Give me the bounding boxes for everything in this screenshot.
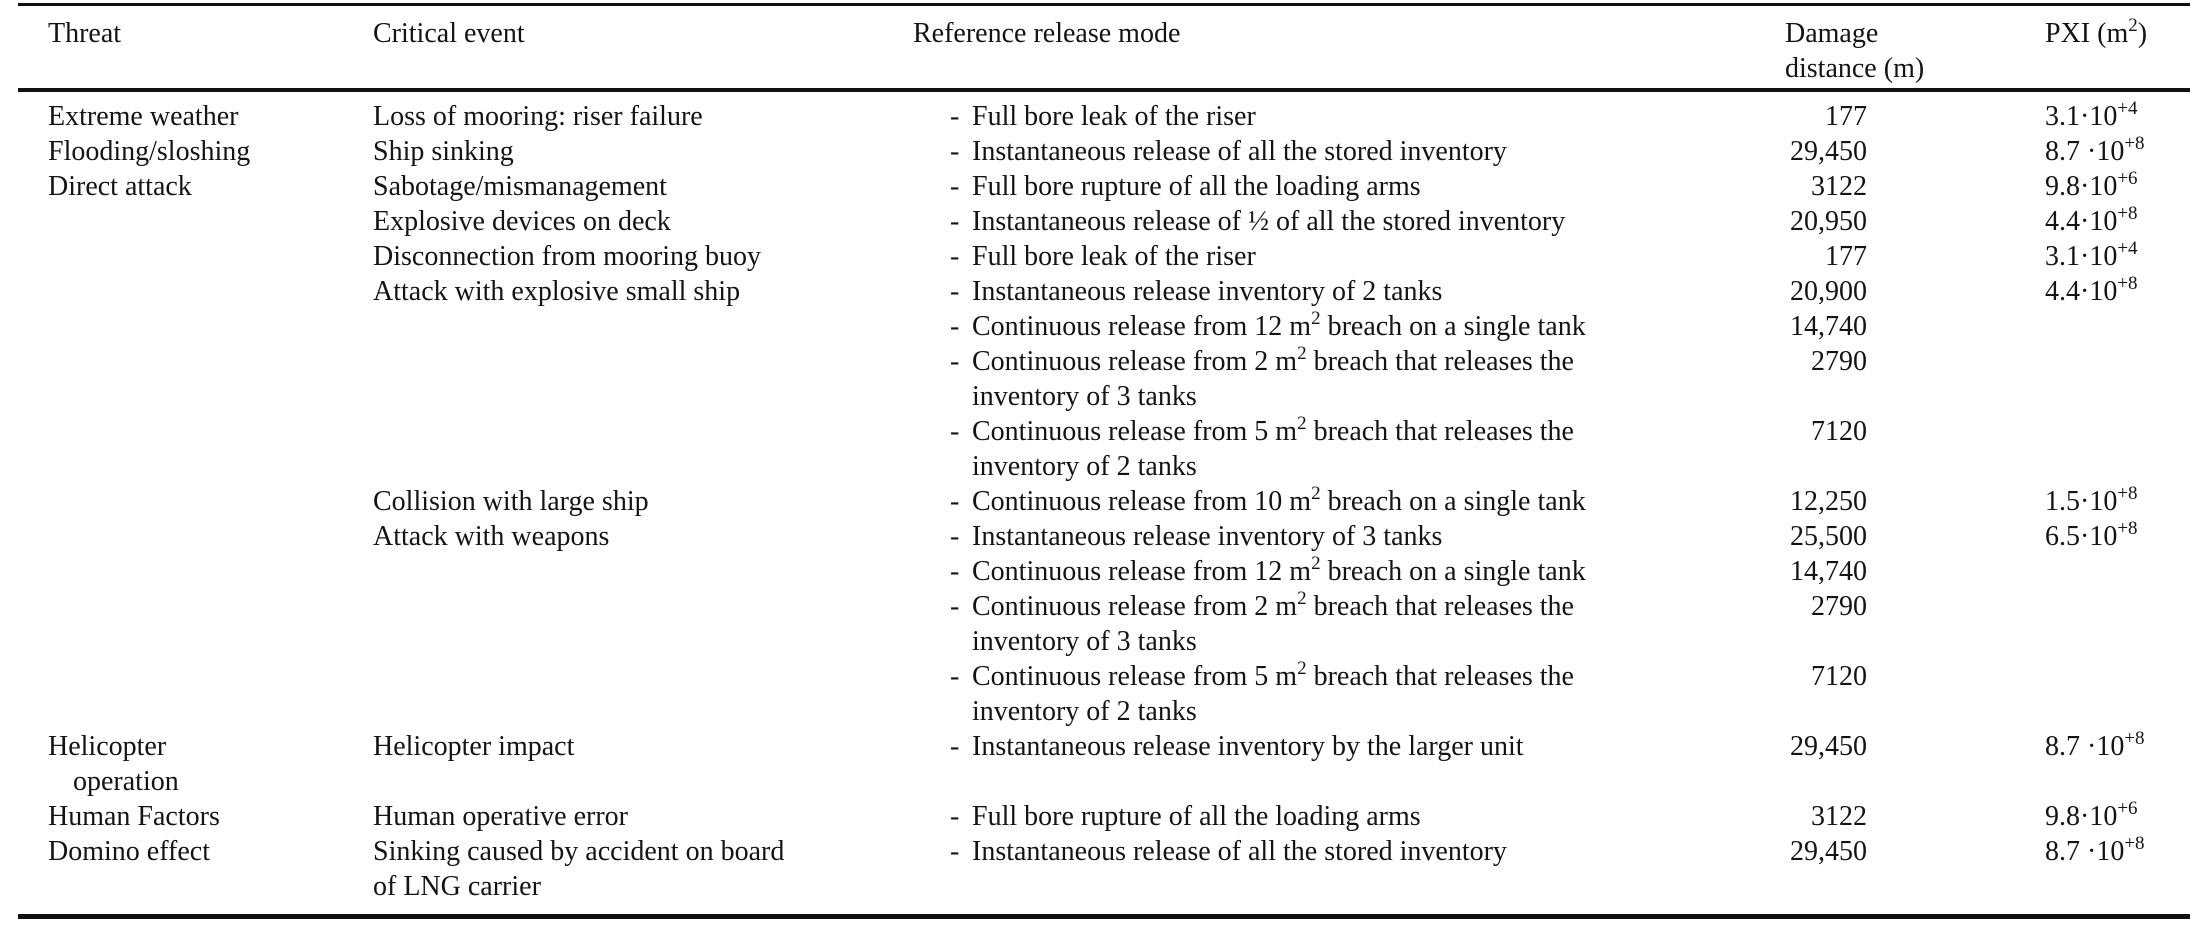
table-row bbox=[18, 90, 2190, 134]
release-mode-cell bbox=[913, 204, 1785, 239]
column-header-reference-release-mode bbox=[913, 5, 1785, 91]
critical-event-cell bbox=[373, 204, 913, 239]
release-mode-label bbox=[972, 834, 1507, 869]
list-dash: - bbox=[950, 591, 960, 622]
threat-label: Direct attack bbox=[48, 171, 192, 202]
threat-cell bbox=[18, 589, 373, 659]
critical-event-cell bbox=[373, 484, 913, 519]
release-mode-text: Instantaneous release of all the stored inventory bbox=[972, 836, 1507, 867]
release-mode-text: Full bore rupture of all the loading arms bbox=[972, 801, 1421, 832]
column-header-reference-release-mode-label: Reference release mode bbox=[913, 18, 1181, 49]
square-meter-superscript: 2 bbox=[1311, 553, 1321, 574]
release-mode-text: Full bore leak of the riser bbox=[972, 241, 1256, 272]
pxi-cell bbox=[1875, 274, 2190, 309]
damage-distance-cell bbox=[1785, 274, 1875, 309]
critical-event-label: Sinking caused by accident on board of LNG carrier bbox=[373, 836, 785, 902]
damage-distance-cell bbox=[1785, 90, 1875, 134]
critical-event-label: Helicopter impact bbox=[373, 731, 575, 762]
square-meter-superscript: 2 bbox=[1311, 483, 1321, 504]
pxi-value-base: 9.8·10 bbox=[2045, 171, 2118, 202]
pxi-cell bbox=[1875, 799, 2190, 834]
damage-distance-cell bbox=[1785, 554, 1875, 589]
release-mode-cell bbox=[913, 90, 1785, 134]
damage-distance-value: 20,900 bbox=[1790, 276, 1867, 307]
list-dash: - bbox=[950, 661, 960, 692]
release-mode-text: Full bore rupture of all the loading arms bbox=[972, 171, 1421, 202]
threat-cell bbox=[18, 274, 373, 309]
release-mode-cell bbox=[913, 274, 1785, 309]
release-mode-label bbox=[972, 169, 1421, 204]
pxi-value-base: 4.4·10 bbox=[2045, 206, 2118, 237]
release-mode-line bbox=[913, 99, 1785, 134]
list-dash: - bbox=[950, 521, 960, 552]
pxi-cell bbox=[1875, 309, 2190, 344]
pxi-exponent: +4 bbox=[2117, 238, 2138, 259]
release-mode-cell bbox=[913, 519, 1785, 554]
damage-distance-value: 2790 bbox=[1811, 591, 1867, 622]
damage-distance-cell bbox=[1785, 729, 1875, 799]
release-mode-text: Continuous release from 5 m bbox=[972, 661, 1298, 692]
critical-event-label: Human operative error bbox=[373, 801, 628, 832]
column-header-threat-label: Threat bbox=[48, 18, 122, 49]
critical-event-cell bbox=[373, 134, 913, 169]
release-mode-text-tail: breach that releases the inventory of 2 tanks bbox=[972, 661, 1574, 727]
damage-distance-cell bbox=[1785, 309, 1875, 344]
release-mode-cell bbox=[913, 834, 1785, 917]
table-row bbox=[18, 169, 2190, 204]
critical-event-cell bbox=[373, 519, 913, 554]
pxi-value-base: 3.1·10 bbox=[2045, 241, 2118, 272]
threat-cell bbox=[18, 239, 373, 274]
release-mode-text: Continuous release from 12 m bbox=[972, 556, 1312, 587]
damage-distance-cell bbox=[1785, 484, 1875, 519]
threat-label: Helicopter operation bbox=[48, 731, 179, 797]
damage-distance-value: 20,950 bbox=[1790, 206, 1867, 237]
release-mode-label bbox=[972, 554, 1586, 589]
release-mode-line bbox=[913, 169, 1785, 204]
damage-distance-cell bbox=[1785, 799, 1875, 834]
critical-event-label: Disconnection from mooring buoy bbox=[373, 241, 762, 272]
release-mode-text-tail: breach on a single tank bbox=[1320, 311, 1586, 342]
critical-event-cell bbox=[373, 169, 913, 204]
critical-event-label: Loss of mooring: riser failure bbox=[373, 101, 703, 132]
table-body bbox=[18, 90, 2190, 917]
pxi-value-base: 8.7 ·10 bbox=[2045, 136, 2125, 167]
damage-distance-value: 3122 bbox=[1811, 801, 1867, 832]
threat-cell bbox=[18, 309, 373, 344]
release-mode-text-tail: breach on a single tank bbox=[1320, 556, 1586, 587]
threat-cell bbox=[18, 204, 373, 239]
release-mode-line bbox=[913, 204, 1785, 239]
damage-distance-cell bbox=[1785, 659, 1875, 729]
threat-label: Human Factors bbox=[48, 801, 220, 832]
release-mode-cell bbox=[913, 169, 1785, 204]
release-mode-line bbox=[913, 589, 1785, 659]
critical-event-label: Explosive devices on deck bbox=[373, 206, 671, 237]
release-mode-text: Continuous release from 10 m bbox=[972, 486, 1312, 517]
pxi-value-base: 9.8·10 bbox=[2045, 801, 2118, 832]
pxi-value-base: 3.1·10 bbox=[2045, 101, 2118, 132]
square-meter-superscript: 2 bbox=[1311, 308, 1321, 329]
list-dash: - bbox=[950, 486, 960, 517]
release-mode-text: Instantaneous release of ½ of all the stored inventory bbox=[972, 206, 1566, 237]
damage-distance-value: 14,740 bbox=[1790, 556, 1867, 587]
table-row bbox=[18, 834, 2190, 917]
pxi-exponent: +8 bbox=[2117, 518, 2138, 539]
release-mode-label bbox=[972, 799, 1421, 834]
table-header-row bbox=[18, 5, 2190, 91]
pxi-cell bbox=[1875, 90, 2190, 134]
pxi-exponent: +8 bbox=[2124, 133, 2145, 154]
square-meter-superscript: 2 bbox=[1297, 343, 1307, 364]
release-mode-cell bbox=[913, 799, 1785, 834]
damage-distance-cell bbox=[1785, 414, 1875, 484]
threat-label: Flooding/sloshing bbox=[48, 136, 251, 167]
release-mode-cell bbox=[913, 309, 1785, 344]
pxi-cell bbox=[1875, 659, 2190, 729]
table-row bbox=[18, 554, 2190, 589]
square-meter-superscript: 2 bbox=[1297, 413, 1307, 434]
release-mode-line bbox=[913, 484, 1785, 519]
release-mode-line bbox=[913, 274, 1785, 309]
damage-distance-cell bbox=[1785, 519, 1875, 554]
damage-distance-value: 2790 bbox=[1811, 346, 1867, 377]
table-row bbox=[18, 239, 2190, 274]
release-mode-label bbox=[972, 134, 1507, 169]
release-mode-line bbox=[913, 834, 1785, 869]
critical-event-label: Collision with large ship bbox=[373, 486, 649, 517]
release-mode-line bbox=[913, 414, 1785, 484]
release-mode-label bbox=[972, 274, 1442, 309]
table-row bbox=[18, 729, 2190, 799]
damage-distance-cell bbox=[1785, 204, 1875, 239]
critical-event-cell bbox=[373, 729, 913, 799]
release-mode-line bbox=[913, 344, 1785, 414]
table-row bbox=[18, 799, 2190, 834]
list-dash: - bbox=[950, 171, 960, 202]
pxi-exponent: +8 bbox=[2117, 203, 2138, 224]
release-mode-text: Full bore leak of the riser bbox=[972, 101, 1256, 132]
threat-cell bbox=[18, 484, 373, 519]
release-mode-text: Continuous release from 5 m bbox=[972, 416, 1298, 447]
table-row bbox=[18, 344, 2190, 414]
release-mode-label bbox=[972, 659, 1672, 729]
critical-event-cell bbox=[373, 414, 913, 484]
pxi-exponent: +8 bbox=[2117, 483, 2138, 504]
table-row bbox=[18, 134, 2190, 169]
damage-distance-value: 177 bbox=[1825, 101, 1867, 132]
table-row bbox=[18, 484, 2190, 519]
release-mode-cell bbox=[913, 134, 1785, 169]
pxi-value-base: 6.5·10 bbox=[2045, 521, 2118, 552]
pxi-value-base: 1.5·10 bbox=[2045, 486, 2118, 517]
threat-cell bbox=[18, 134, 373, 169]
release-mode-text-tail: breach that releases the inventory of 3 tanks bbox=[972, 346, 1574, 412]
pxi-cell bbox=[1875, 834, 2190, 917]
table-row bbox=[18, 414, 2190, 484]
critical-event-cell bbox=[373, 554, 913, 589]
release-mode-text-tail: breach that releases the inventory of 3 tanks bbox=[972, 591, 1574, 657]
release-mode-line bbox=[913, 729, 1785, 764]
table-row bbox=[18, 274, 2190, 309]
release-mode-label bbox=[972, 204, 1565, 239]
critical-event-cell bbox=[373, 90, 913, 134]
critical-event-cell bbox=[373, 799, 913, 834]
damage-distance-cell bbox=[1785, 134, 1875, 169]
damage-distance-value: 3122 bbox=[1811, 171, 1867, 202]
threat-cell bbox=[18, 554, 373, 589]
release-mode-cell bbox=[913, 414, 1785, 484]
pxi-cell bbox=[1875, 344, 2190, 414]
release-mode-text: Continuous release from 2 m bbox=[972, 591, 1298, 622]
pxi-header-superscript: 2 bbox=[2128, 15, 2138, 36]
critical-event-cell bbox=[373, 589, 913, 659]
release-mode-label bbox=[972, 239, 1256, 274]
critical-event-cell bbox=[373, 834, 913, 917]
release-mode-text-tail: breach that releases the inventory of 2 tanks bbox=[972, 416, 1574, 482]
release-mode-label bbox=[972, 309, 1586, 344]
release-mode-line bbox=[913, 554, 1785, 589]
list-dash: - bbox=[950, 311, 960, 342]
critical-event-label: Attack with weapons bbox=[373, 521, 610, 552]
damage-distance-cell bbox=[1785, 169, 1875, 204]
pxi-cell bbox=[1875, 729, 2190, 799]
list-dash: - bbox=[950, 556, 960, 587]
critical-event-cell bbox=[373, 274, 913, 309]
pxi-exponent: +8 bbox=[2117, 273, 2138, 294]
release-mode-text: Continuous release from 12 m bbox=[972, 311, 1312, 342]
release-mode-label bbox=[972, 589, 1672, 659]
list-dash: - bbox=[950, 206, 960, 237]
release-mode-cell bbox=[913, 554, 1785, 589]
critical-event-label: Attack with explosive small ship bbox=[373, 276, 741, 307]
threat-cell bbox=[18, 414, 373, 484]
threat-label: Domino effect bbox=[48, 836, 210, 867]
threat-cell bbox=[18, 519, 373, 554]
column-header-threat bbox=[18, 5, 373, 91]
threat-cell bbox=[18, 90, 373, 134]
table-row bbox=[18, 659, 2190, 729]
pxi-exponent: +6 bbox=[2117, 168, 2138, 189]
list-dash: - bbox=[950, 416, 960, 447]
release-mode-line bbox=[913, 134, 1785, 169]
release-mode-label bbox=[972, 99, 1256, 134]
release-mode-line bbox=[913, 309, 1785, 344]
list-dash: - bbox=[950, 101, 960, 132]
pxi-value-base: 8.7 ·10 bbox=[2045, 731, 2125, 762]
critical-event-cell bbox=[373, 344, 913, 414]
release-mode-label bbox=[972, 729, 1524, 764]
threat-cell bbox=[18, 344, 373, 414]
damage-distance-value: 29,450 bbox=[1790, 836, 1867, 867]
release-mode-text-tail: breach on a single tank bbox=[1320, 486, 1586, 517]
list-dash: - bbox=[950, 731, 960, 762]
table-row bbox=[18, 309, 2190, 344]
table-row bbox=[18, 519, 2190, 554]
release-mode-label bbox=[972, 519, 1442, 554]
threats-table bbox=[18, 3, 2190, 919]
release-mode-text: Instantaneous release of all the stored inventory bbox=[972, 136, 1507, 167]
column-header-critical-event bbox=[373, 5, 913, 91]
damage-distance-value: 7120 bbox=[1811, 416, 1867, 447]
column-header-critical-event-label: Critical event bbox=[373, 18, 525, 49]
release-mode-cell bbox=[913, 484, 1785, 519]
release-mode-cell bbox=[913, 344, 1785, 414]
list-dash: - bbox=[950, 801, 960, 832]
threat-cell bbox=[18, 169, 373, 204]
release-mode-line bbox=[913, 519, 1785, 554]
release-mode-line bbox=[913, 799, 1785, 834]
pxi-exponent: +8 bbox=[2124, 728, 2145, 749]
list-dash: - bbox=[950, 136, 960, 167]
pxi-cell bbox=[1875, 134, 2190, 169]
pxi-cell bbox=[1875, 519, 2190, 554]
release-mode-text: Instantaneous release inventory of 2 tanks bbox=[972, 276, 1443, 307]
column-header-damage-distance-label: Damage distance (m) bbox=[1785, 18, 1925, 84]
list-dash: - bbox=[950, 346, 960, 377]
damage-distance-cell bbox=[1785, 834, 1875, 917]
list-dash: - bbox=[950, 836, 960, 867]
pxi-cell bbox=[1875, 169, 2190, 204]
threat-label: Extreme weather bbox=[48, 101, 239, 132]
release-mode-text: Instantaneous release inventory by the larger unit bbox=[972, 731, 1524, 762]
release-mode-cell bbox=[913, 589, 1785, 659]
pxi-cell bbox=[1875, 414, 2190, 484]
release-mode-label bbox=[972, 484, 1586, 519]
column-header-pxi-label: PXI (m bbox=[2045, 18, 2129, 49]
release-mode-line bbox=[913, 239, 1785, 274]
threat-cell bbox=[18, 834, 373, 917]
critical-event-label: Sabotage/mismanagement bbox=[373, 171, 667, 202]
release-mode-text: Continuous release from 2 m bbox=[972, 346, 1298, 377]
critical-event-cell bbox=[373, 309, 913, 344]
pxi-value-base: 8.7 ·10 bbox=[2045, 836, 2125, 867]
list-dash: - bbox=[950, 241, 960, 272]
damage-distance-value: 25,500 bbox=[1790, 521, 1867, 552]
pxi-cell bbox=[1875, 239, 2190, 274]
pxi-cell bbox=[1875, 484, 2190, 519]
pxi-exponent: +8 bbox=[2124, 833, 2145, 854]
damage-distance-cell bbox=[1785, 589, 1875, 659]
damage-distance-cell bbox=[1785, 344, 1875, 414]
pxi-cell bbox=[1875, 589, 2190, 659]
threat-cell bbox=[18, 659, 373, 729]
square-meter-superscript: 2 bbox=[1297, 588, 1307, 609]
pxi-header-close-paren: ) bbox=[2137, 18, 2148, 49]
list-dash: - bbox=[950, 276, 960, 307]
release-mode-line bbox=[913, 659, 1785, 729]
critical-event-cell bbox=[373, 659, 913, 729]
release-mode-cell bbox=[913, 239, 1785, 274]
damage-distance-value: 29,450 bbox=[1790, 731, 1867, 762]
release-mode-cell bbox=[913, 729, 1785, 799]
pxi-cell bbox=[1875, 204, 2190, 239]
critical-event-cell bbox=[373, 239, 913, 274]
pxi-exponent: +4 bbox=[2117, 98, 2138, 119]
square-meter-superscript: 2 bbox=[1297, 658, 1307, 679]
damage-distance-value: 29,450 bbox=[1790, 136, 1867, 167]
pxi-cell bbox=[1875, 554, 2190, 589]
pxi-value-base: 4.4·10 bbox=[2045, 276, 2118, 307]
damage-distance-cell bbox=[1785, 239, 1875, 274]
table-row bbox=[18, 589, 2190, 659]
critical-event-label: Ship sinking bbox=[373, 136, 514, 167]
pxi-exponent: +6 bbox=[2117, 798, 2138, 819]
damage-distance-value: 7120 bbox=[1811, 661, 1867, 692]
release-mode-label bbox=[972, 414, 1672, 484]
column-header-damage-distance bbox=[1785, 5, 1925, 91]
threat-cell bbox=[18, 799, 373, 834]
damage-distance-value: 177 bbox=[1825, 241, 1867, 272]
damage-distance-value: 14,740 bbox=[1790, 311, 1867, 342]
table-row bbox=[18, 204, 2190, 239]
damage-distance-value: 12,250 bbox=[1790, 486, 1867, 517]
release-mode-label bbox=[972, 344, 1672, 414]
release-mode-cell bbox=[913, 659, 1785, 729]
threat-cell bbox=[18, 729, 373, 799]
release-mode-text: Instantaneous release inventory of 3 tanks bbox=[972, 521, 1443, 552]
